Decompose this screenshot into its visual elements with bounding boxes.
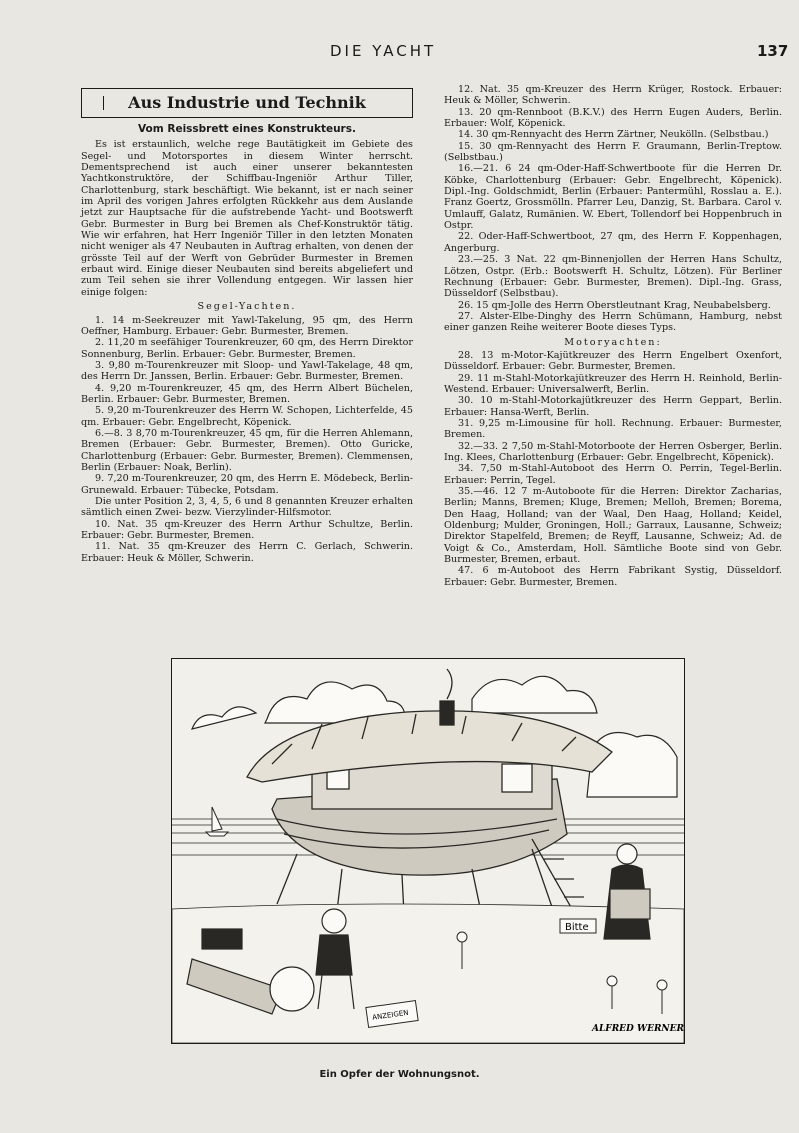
list-entry: 6.—8. 3 8,70 m-Tourenkreuzer, 45 qm, für die Herren Ahlemann, Bremen (Erbauer: Gebr. Burmester, Bremen). Otto Guricke, Charlottenburg (Erbauer: Gebr. Burmester, Bremen). Clemmensen, Berlin (Erbauer: Noak, Berlin). [81, 427, 413, 473]
list-entry: 32.—33. 2 7,50 m-Stahl-Motorboote der Herren Osberger, Berlin. Ing. Klees, Charlottenburg (Erbauer: Gebr. Engelbrecht, Köpenick). [444, 440, 782, 463]
list-entry: 13. 20 qm-Rennboot (B.K.V.) des Herrn Eugen Auders, Berlin. Erbauer: Wolf, Köpenick. [444, 106, 782, 130]
motor-yachts-list [444, 350, 782, 588]
page-number: 137 [757, 42, 789, 60]
list-entry: 4. 9,20 m-Tourenkreuzer, 45 qm, des Herrn Albert Büchelen, Berlin. Erbauer: Gebr. Burmester, Bremen. [81, 382, 413, 405]
bitte-sign [560, 919, 596, 933]
list-entry: 10. Nat. 35 qm-Kreuzer des Herrn Arthur Schultze, Berlin. Erbauer: Gebr. Burmester, Bremen. [81, 518, 413, 542]
woman-figure [604, 844, 650, 939]
list-entry: 5. 9,20 m-Tourenkreuzer des Herrn W. Schopen, Lichterfelde, 45 qm. Erbauer: Gebr. Engelbrecht, Köpenick. [81, 405, 413, 428]
journal-title: DIE YACHT [330, 42, 437, 60]
distant-sailboat [206, 807, 228, 836]
artist-signature: ALFRED WERNER [592, 1024, 684, 1034]
list-entry: 31. 9,25 m-Limousine für holl. Rechnung. Erbauer: Burmester, Bremen. [444, 417, 782, 441]
list-entry: 27. Alster-Elbe-Dinghy des Herrn Schümann, Hamburg, nebst einer ganzen Reihe weiterer Boote dieses Typs. [444, 310, 782, 334]
intro-paragraph: Es ist erstaunlich, welche rege Bautätigkeit im Gebiete des Segel- und Motorsportes in diesem Winter herrscht. Dementsprechend ist auch einer unserer bekanntesten Yachtkonstruktöre, der Schiffbau-Ingeniör Arthur Tiller, Charlottenburg, stark beschäftigt. Wie bekannt, ist er nach seiner im April des vorigen Jahres erfolgten Rückkehr aus dem Auslande jetzt zur Hauptsache für die aufstrebende Yacht- und Bootswerft Gebr. Burmester in Burg bei Bremen als Chef-Konstruktör tätig. Wie wir erfahren, hat Herr Ingeniör Tiller in den letzten Monaten nicht weniger als 47 Neubauten in Auftrag erhalten, von denen der grösste Teil auf der Werft von Gebrüder Burmester in Bremen erbaut wird. Einige dieser Neubauten sind bereits abgeliefert und zum Teil sehen sie ihrer Vollendung entgegen. Wir lassen hier einige folgen: [81, 139, 413, 298]
svg-text:Bitte: Bitte [565, 922, 589, 933]
list-entry: 9. 7,20 m-Tourenkreuzer, 20 qm, des Herrn E. Mödebeck, Berlin-Grunewald. Erbauer: Tübecke, Potsdam. [81, 473, 413, 496]
list-entry: 12. Nat. 35 qm-Kreuzer des Herrn Krüger, Rostock. Erbauer: Heuk & Möller, Schwerin. [444, 84, 782, 107]
running-head [0, 42, 799, 64]
list-entry: 23.—25. 3 Nat. 22 qm-Binnenjollen der Herren Hans Schultz, Lötzen, Ostpr. (Erb.: Bootswerft H. Schultz, Lötzen). Für Berliner Rechnung (Erbauer: Gebr. Burmester, Bremen). Dipl.-Ing. Grass, Düsseldorf (Selbstbau). [444, 254, 782, 300]
list-entry: 26. 15 qm-Jolle des Herrn Oberstleutnant Krag, Neubabelsberg. [458, 299, 771, 311]
list-entry: 34. 7,50 m-Stahl-Autoboot des Herrn O. Perrin, Tegel-Berlin. Erbauer: Perrin, Tegel. [444, 463, 782, 486]
list-entry: 11. Nat. 35 qm-Kreuzer des Herrn C. Gerlach, Schwerin. Erbauer: Heuk & Möller, Schwerin. [81, 541, 413, 564]
list-entry: 28. 13 m-Motor-Kajütkreuzer des Herrn Engelbert Oxenfort, Düsseldorf. Erbauer: Gebr. Burmester, Bremen. [444, 349, 782, 373]
sail-yachts-list [81, 315, 413, 565]
article-subheading: Vom Reissbrett eines Konstrukteurs. [138, 123, 356, 135]
cartoon-illustration [171, 658, 685, 1044]
houseboat-cartoon [172, 659, 684, 1043]
list-entry: 47. 6 m-Autoboot des Herrn Fabrikant Systig, Düsseldorf. Erbauer: Gebr. Burmester, Bremen. [444, 565, 782, 588]
list-entry: 29. 11 m-Stahl-Motorkajütkreuzer des Herrn H. Reinhold, Berlin-Westend. Erbauer: Universalwerft, Berlin. [444, 372, 782, 395]
list-entry: 14. 30 qm-Rennyacht des Herrn Zärtner, Neukölln. (Selbstbau.) [458, 129, 769, 141]
list-entry: 16.—21. 6 24 qm-Oder-Haff-Schwertboote für die Herren Dr. Köbke, Charlottenburg (Erbauer: Gebr. Engelbrecht, Köpenick). Dipl.-Ing. Goldschmidt, Berlin (Erbauer: Pantermühl, Rosslau a. E.). Franz Goertz, Grossmölln. Pfarrer Leu, Danzig, St. Barbara. Carol v. Umlauff, Galatz, Rumänien. W. Ebert, Tollendorf bei Hoppenbruch in Ostpr. [444, 163, 782, 232]
section-header-box [81, 88, 413, 118]
section-title: Aus Industrie und Technik [128, 93, 366, 113]
left-column [81, 88, 413, 564]
list-entry: 1. 14 m-Seekreuzer mit Yawl-Takelung, 95 qm, des Herrn Oeffner, Hamburg. Erbauer: Gebr. Burmester, Bremen. [81, 314, 413, 337]
list-entry: 22. Oder-Haff-Schwertboot, 27 qm, des Herrn F. Koppenhagen, Angerburg. [444, 231, 782, 254]
list-entry: 3. 9,80 m-Tourenkreuzer mit Sloop- und Yawl-Takelage, 48 qm, des Herrn Dr. Janssen, Berlin. Erbauer: Gebr. Burmester, Bremen. [81, 359, 413, 383]
list-entry: 15. 30 qm-Rennyacht des Herrn F. Graumann, Berlin-Treptow. (Selbstbau.) [444, 140, 782, 164]
svg-text:ANZEIGEN: ANZEIGEN [371, 1008, 409, 1022]
list-entry: 35.—46. 12 7 m-Autoboote für die Herren: Direktor Zacharias, Berlin; Manns, Bremen; Kluge, Bremen; Melloh, Bremen; Borema, Den Haag, Holland; van der Waal, Den Haag, Holland; Keidel, Oldenburg; Mulder, Groningen, Holl.; Garraux, Lausanne, Schweiz; Direktor Stapelfeld, Bremen; de Reyff, Lausanne, Schweiz; Ad. de Voigt & Co., Amsterdam, Holl. Sämtliche Boote sind von Gebr. Burmester, Bremen, erbaut. [444, 486, 782, 566]
list-entry: 2. 11,20 m seefähiger Tourenkreuzer, 60 qm, des Herrn Direktor Sonnenburg, Berlin. Erbauer: Gebr. Burmester, Bremen. [81, 337, 413, 360]
sail-yachts-heading: Segel-Yachten. [197, 301, 297, 313]
motor-yachts-heading: Motoryachten: [564, 336, 662, 348]
list-entry: 30. 10 m-Stahl-Motorkajütkreuzer des Herrn Geppart, Berlin. Erbauer: Hansa-Werft, Berlin. [444, 395, 782, 418]
sail-yachts-list-continued [444, 84, 782, 334]
list-entry: Die unter Position 2, 3, 4, 5, 6 und 8 genannten Kreuzer erhalten sämtlich einen Zwei- bezw. Vierzylinder-Hilfsmotor. [81, 496, 413, 519]
right-column [444, 84, 782, 588]
illustration-caption: Ein Opfer der Wohnungsnot. [319, 1069, 480, 1080]
